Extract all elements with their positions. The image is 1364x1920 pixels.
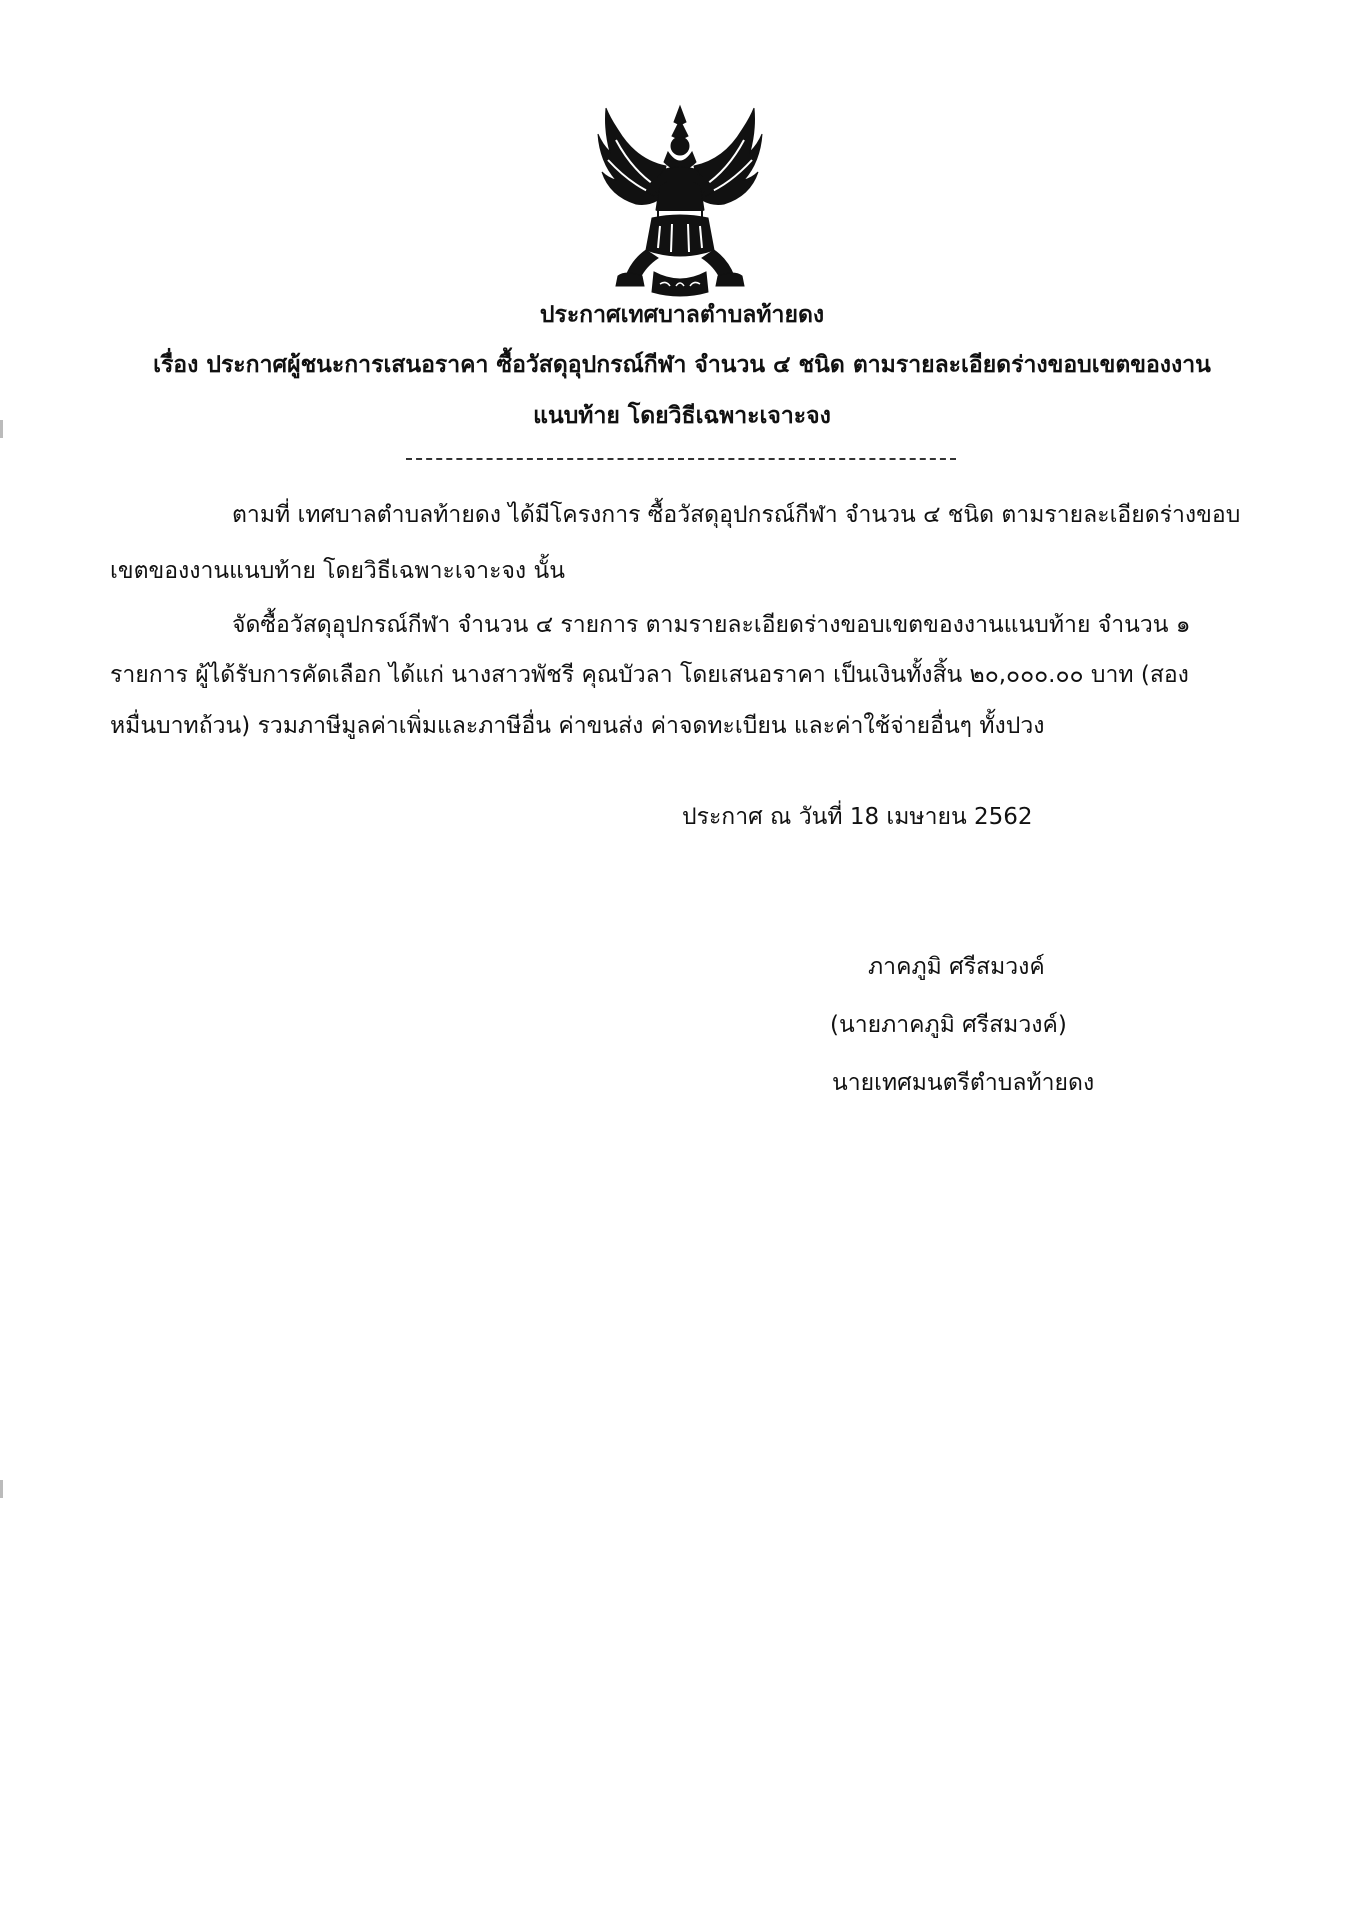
signatory-position: นายเทศมนตรีตำบลท้ายดง (832, 1070, 1095, 1096)
paragraph-2-line-2: รายการ ผู้ได้รับการคัดเลือก ได้แก่ นางสาวพัชรี คุณบัวลา โดยเสนอราคา เป็นเงินทั้งสิ้น ๒๐,๐๐๐.๐๐ บาท (สอง (110, 662, 1189, 688)
paragraph-2-line-1: จัดซื้อวัสดุอุปกรณ์กีฬา จำนวน ๔ รายการ ตามรายละเอียดร่างขอบเขตของงานแนบท้าย จำนวน ๑ (232, 612, 1191, 638)
announcement-date: ประกาศ ณ วันที่ 18 เมษายน 2562 (682, 804, 1033, 830)
subject-line-continued: แนบท้าย โดยวิธีเฉพาะเจาะจง (533, 403, 831, 429)
paragraph-1-line-2: เขตของงานแนบท้าย โดยวิธีเฉพาะเจาะจง นั้น (110, 558, 565, 584)
garuda-emblem-icon (596, 100, 764, 298)
signature-name: ภาคภูมิ ศรีสมวงค์ (868, 954, 1045, 980)
subject-line: เรื่อง ประกาศผู้ชนะการเสนอราคา ซื้อวัสดุอุปกรณ์กีฬา จำนวน ๔ ชนิด ตามรายละเอียดร่างขอบเขตของงาน (153, 352, 1211, 378)
paragraph-1-line-1: ตามที่ เทศบาลตำบลท้ายดง ได้มีโครงการ ซื้อวัสดุอุปกรณ์กีฬา จำนวน ๔ ชนิด ตามรายละเอียดร่างขอบ (232, 502, 1241, 528)
divider-line (406, 458, 956, 460)
paragraph-2-line-3: หมื่นบาทถ้วน) รวมภาษีมูลค่าเพิ่มและภาษีอื่น ค่าขนส่ง ค่าจดทะเบียน และค่าใช้จ่ายอื่นๆ ทั้งปวง (110, 713, 1045, 739)
scan-edge-mark (0, 1480, 3, 1498)
document-heading: ประกาศเทศบาลตำบลท้ายดง (539, 302, 825, 328)
signatory-fullname: (นายภาคภูมิ ศรีสมวงค์) (830, 1012, 1067, 1038)
